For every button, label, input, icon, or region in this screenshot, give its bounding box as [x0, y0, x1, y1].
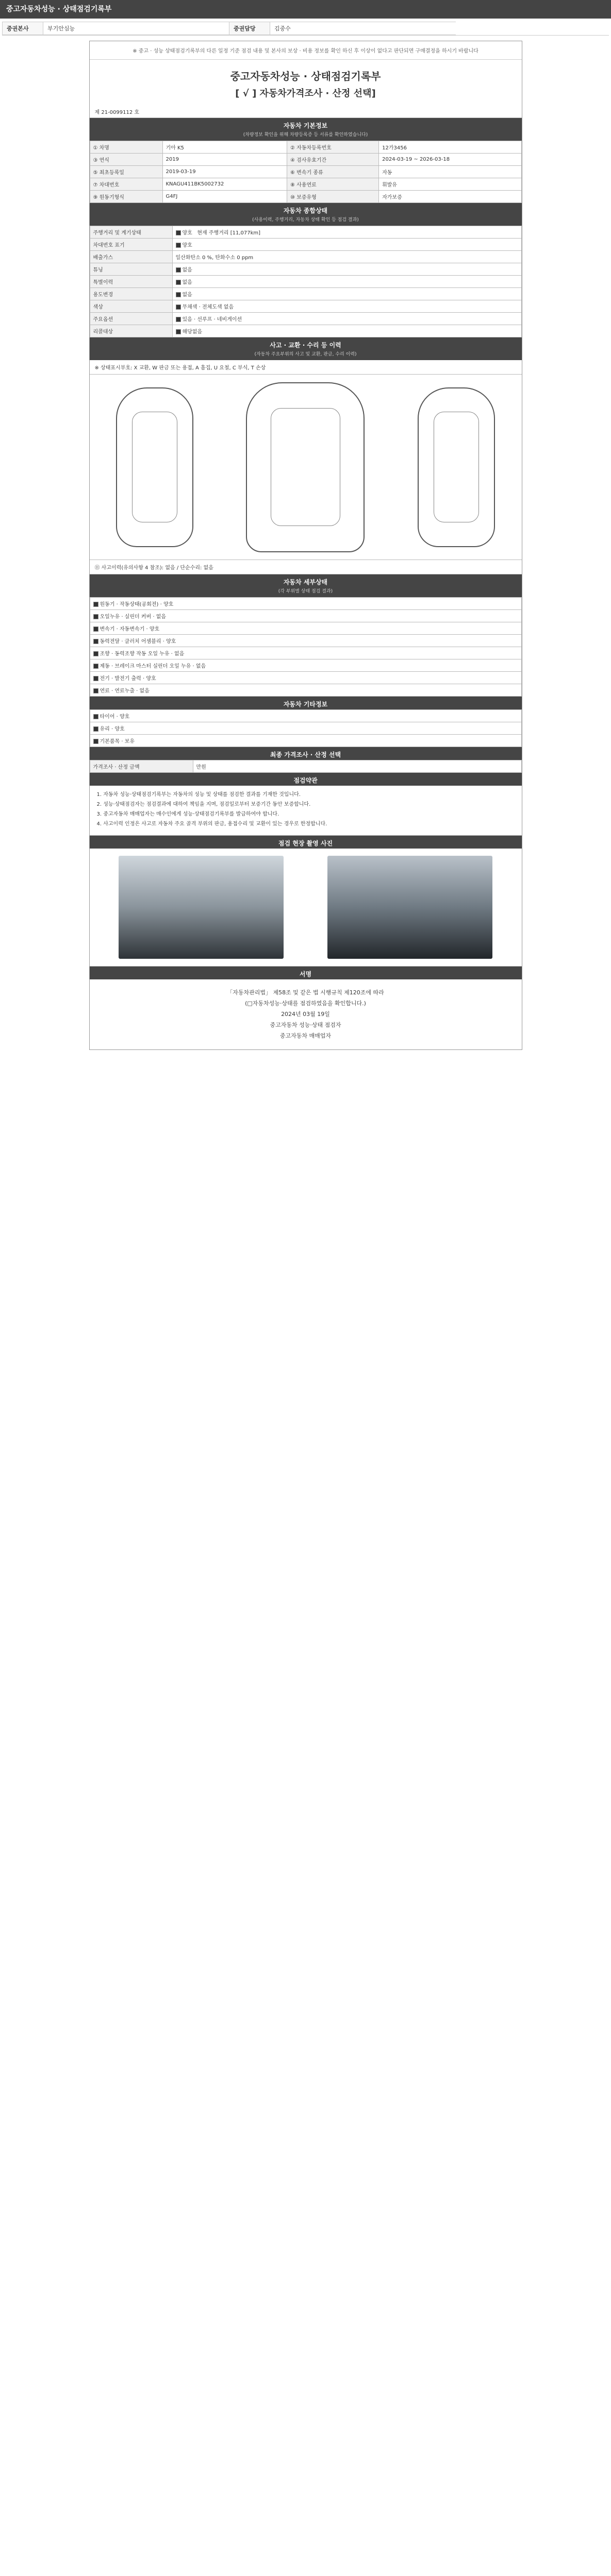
detail-text: 원동기 · 작동상태(공회전) · 양호	[100, 602, 174, 607]
info-value-1: 부기안심능	[43, 22, 229, 35]
detail-text: 전기 · 발전기 출력 · 양호	[100, 676, 156, 682]
table-row	[90, 622, 521, 635]
field-label: ⑩ 보증유형	[287, 191, 379, 203]
field-label: ② 자동차등록번호	[287, 141, 379, 154]
table-row	[90, 226, 521, 239]
sign-inspector: 중고자동차 성능·상태 점검자	[270, 1021, 341, 1028]
other-text: 타이어 · 양호	[100, 714, 130, 720]
guide-paragraph: 4. 사고이력 인정은 사고로 자동차 주요 골격 부위의 판금, 용접수리 및 교환이 있는 경우로 한정합니다.	[96, 821, 327, 827]
section-photos: 점검 현장 촬영 사진	[90, 836, 522, 849]
section-damage-sub: (자동차 주요부위의 사고 및 교환, 판금, 수리 이력)	[90, 350, 522, 360]
status-text: 양호	[182, 230, 192, 236]
car-photo-rear	[327, 856, 492, 959]
checkbox-icon[interactable]	[176, 292, 181, 297]
detail-text: 변속기 · 자동변속기 · 양호	[100, 626, 160, 632]
table-row	[90, 610, 521, 622]
car-top-view-icon	[246, 382, 365, 552]
table-row	[90, 672, 521, 684]
detail-item	[90, 647, 521, 659]
car-info-table	[90, 141, 522, 203]
other-text: 유리 · 양호	[100, 726, 125, 732]
table-row	[90, 300, 521, 313]
status-label: 용도변경	[90, 288, 172, 300]
checkbox-icon[interactable]	[93, 664, 98, 669]
section-damage: 사고 · 교환 · 수리 등 이력	[90, 337, 522, 350]
status-text: 무채색 · 전체도색 없음	[182, 304, 234, 310]
section-car-info-sub: (차량정보 확인을 위해 차량등록증 등 서류를 확인하였습니다)	[90, 131, 522, 141]
status-label: 배출가스	[90, 251, 172, 263]
sign-line-1: 「자동차관리법」 제58조 및 같은 법 시행규칙 제120조에 따라	[227, 989, 384, 996]
info-label-1: 중권본사	[2, 22, 43, 35]
other-item	[90, 735, 521, 747]
table-row	[90, 154, 521, 166]
checkbox-icon[interactable]	[93, 626, 98, 632]
checkbox-icon[interactable]	[93, 726, 98, 732]
car-right-side-icon	[418, 387, 495, 547]
detail-item	[90, 598, 521, 610]
detail-text: 연료 · 연료누출 · 없음	[100, 688, 150, 694]
checkbox-icon[interactable]	[176, 267, 181, 273]
status-value	[172, 226, 521, 239]
field-value: 휘발유	[379, 178, 521, 191]
status-label: 튜닝	[90, 263, 172, 276]
checkbox-icon[interactable]	[93, 688, 98, 693]
field-label: ① 차명	[90, 141, 162, 154]
checkbox-icon[interactable]	[176, 230, 181, 235]
checkbox-icon[interactable]	[176, 280, 181, 285]
car-photo-front	[119, 856, 284, 959]
table-row	[90, 684, 521, 697]
table-row	[90, 598, 521, 610]
guide-paragraph: 1. 자동차 성능·상태점검기록부는 자동차의 성능 및 상태를 점검한 결과를 기재한 것입니다.	[96, 792, 301, 798]
checkbox-icon[interactable]	[176, 243, 181, 248]
status-value	[172, 313, 521, 325]
detail-item	[90, 672, 521, 684]
car-left-side-icon	[116, 387, 193, 547]
table-row	[90, 178, 521, 191]
checkbox-icon[interactable]	[93, 739, 98, 744]
field-value: 2019-03-19	[162, 166, 287, 178]
other-item	[90, 710, 521, 722]
damage-legend: ※ 상태표시부호: X 교환, W 판금 또는 용접, A 흠집, U 요철, C 부식, T 손상	[90, 360, 522, 375]
detail-item	[90, 635, 521, 647]
detail-text: 제동 · 브레이크 마스터 실린더 오일 누유 · 없음	[100, 664, 206, 669]
status-value	[172, 276, 521, 288]
status-value	[172, 263, 521, 276]
info-value-2: 김중수	[270, 22, 456, 35]
price-value: 만원	[193, 760, 521, 773]
status-text: 없음	[182, 267, 192, 273]
doc-subtitle: [ √ ] 자동차가격조사 · 산정 선택]	[235, 88, 376, 99]
detail-item	[90, 684, 521, 697]
field-value: 2019	[162, 154, 287, 166]
section-car-info: 자동차 기본정보	[90, 118, 522, 131]
status-label: 색상	[90, 300, 172, 313]
car-diagram	[90, 375, 522, 560]
section-status-sub: (사용이력, 주행거리, 자동차 상태 확인 등 점검 결과)	[90, 216, 522, 226]
other-text: 기본품목 · 보유	[100, 739, 135, 744]
field-value: 2024-03-19 ~ 2026-03-18	[379, 154, 521, 166]
checkbox-icon[interactable]	[176, 317, 181, 322]
section-status: 자동차 종합상태	[90, 203, 522, 216]
field-value: 자가보증	[379, 191, 521, 203]
table-row	[90, 191, 521, 203]
sign-date: 2024년 03월 19일	[281, 1010, 330, 1018]
table-row	[90, 659, 521, 672]
table-row	[90, 251, 521, 263]
status-text: 일산화탄소 0 %, 탄화수소 0 ppm	[175, 255, 254, 261]
price-label: 가격조사 · 산정 금액	[90, 760, 193, 773]
guide-text	[90, 786, 522, 836]
field-label: ⑧ 사용연료	[287, 178, 379, 191]
field-value: KNAGU411BK5002732	[162, 178, 287, 191]
status-text: 해당없음	[182, 329, 203, 335]
checkbox-icon[interactable]	[93, 676, 98, 681]
status-text: 없음	[182, 280, 192, 285]
status-label: 주행거리 및 계기상태	[90, 226, 172, 239]
status-text: 양호	[182, 243, 192, 248]
price-table	[90, 760, 522, 773]
status-value	[172, 251, 521, 263]
info-label-2: 중권담당	[229, 22, 270, 35]
status-note: 현재 주행거리 [11,077km]	[197, 230, 261, 236]
status-label: 주요옵션	[90, 313, 172, 325]
status-label: 특별이력	[90, 276, 172, 288]
status-table	[90, 226, 522, 337]
section-detail: 자동차 세부상태	[90, 574, 522, 587]
notice-text: ※ 중고 · 성능 상태점검기록부의 다른 일정 기준 점검 내용 및 본사의 보상 · 비용 정보를 확인 하신 후 이상이 없다고 판단되면 구매결정을 하시기 바랍니다	[90, 41, 522, 60]
table-row	[90, 166, 521, 178]
table-row	[90, 276, 521, 288]
field-value: 12가3456	[379, 141, 521, 154]
status-value	[172, 288, 521, 300]
status-value	[172, 325, 521, 337]
field-label: ⑤ 최초등록일	[90, 166, 162, 178]
detail-item	[90, 622, 521, 635]
doc-number: 제 21-0099112 호	[94, 110, 140, 115]
table-row	[90, 635, 521, 647]
field-label: ⑨ 원동기형식	[90, 191, 162, 203]
section-other: 자동차 기타정보	[90, 697, 522, 709]
section-price: 최종 가격조사 · 산정 선택	[90, 747, 522, 760]
checkbox-icon[interactable]	[93, 714, 98, 719]
record-document	[89, 41, 522, 1050]
checkbox-icon[interactable]	[176, 304, 181, 310]
detail-table	[90, 597, 522, 697]
doc-meta	[90, 106, 522, 118]
status-label: 리콜대상	[90, 325, 172, 337]
sign-block	[90, 979, 522, 1049]
guide-paragraph: 2. 성능·상태점검자는 점검결과에 대하여 책임을 지며, 점검일로부터 보증기간 동안 보증합니다.	[96, 802, 311, 807]
field-label: ⑦ 차대번호	[90, 178, 162, 191]
field-value: 자동	[379, 166, 521, 178]
doc-title: 중고자동차성능 · 상태점검기록부	[230, 70, 381, 82]
field-label: ④ 검사유효기간	[287, 154, 379, 166]
detail-item	[90, 610, 521, 622]
table-row	[90, 313, 521, 325]
other-item	[90, 722, 521, 735]
status-text: 있음 · 선루프 · 네비게이션	[182, 317, 242, 323]
checkbox-icon[interactable]	[93, 639, 98, 644]
status-text: 없음	[182, 292, 192, 298]
section-guide: 점검약관	[90, 773, 522, 786]
field-value: G4FJ	[162, 191, 287, 203]
table-row	[90, 141, 521, 154]
checkbox-icon[interactable]	[93, 651, 98, 656]
table-row	[90, 263, 521, 276]
status-value	[172, 239, 521, 251]
sign-line-2: (□자동차성능·상태를 점검하였음을 확인합니다.)	[245, 999, 366, 1007]
table-row	[90, 735, 521, 747]
guide-paragraph: 3. 중고자동차 매매업자는 매수인에게 성능·상태점검기록부를 발급하여야 합니다.	[96, 811, 279, 817]
table-row	[90, 325, 521, 337]
field-label: ⑥ 변속기 종류	[287, 166, 379, 178]
checkbox-icon[interactable]	[176, 329, 181, 334]
field-label: ③ 연식	[90, 154, 162, 166]
status-label: 차대번호 표기	[90, 239, 172, 251]
sign-seller: 중고자동차 매매업자	[279, 1032, 332, 1039]
table-row	[90, 722, 521, 735]
status-value	[172, 300, 521, 313]
page-header: 중고자동차성능 · 상태점검기록부	[0, 0, 611, 19]
info-bar	[2, 22, 609, 36]
table-row	[90, 647, 521, 659]
field-value: 기아 K5	[162, 141, 287, 154]
damage-note: ⑪ 사고이력(유의사항 4 참조): 없음 / 단순수리: 없음	[90, 560, 522, 574]
detail-text: 동력전달 · 클러치 어셈블리 · 양호	[100, 639, 176, 645]
other-table	[90, 709, 522, 747]
detail-item	[90, 659, 521, 672]
table-row	[90, 710, 521, 722]
table-row	[90, 288, 521, 300]
section-detail-sub: (각 부위별 상태 점검 결과)	[90, 587, 522, 597]
photo-gallery	[90, 849, 522, 967]
table-row	[90, 760, 521, 773]
section-sign: 서명	[90, 967, 522, 979]
detail-text: 오일누유 · 실린더 커버 · 없음	[100, 614, 167, 620]
checkbox-icon[interactable]	[93, 602, 98, 607]
table-row	[90, 239, 521, 251]
detail-text: 조향 · 동력조향 작동 오일 누유 · 없음	[100, 651, 185, 657]
checkbox-icon[interactable]	[93, 614, 98, 619]
